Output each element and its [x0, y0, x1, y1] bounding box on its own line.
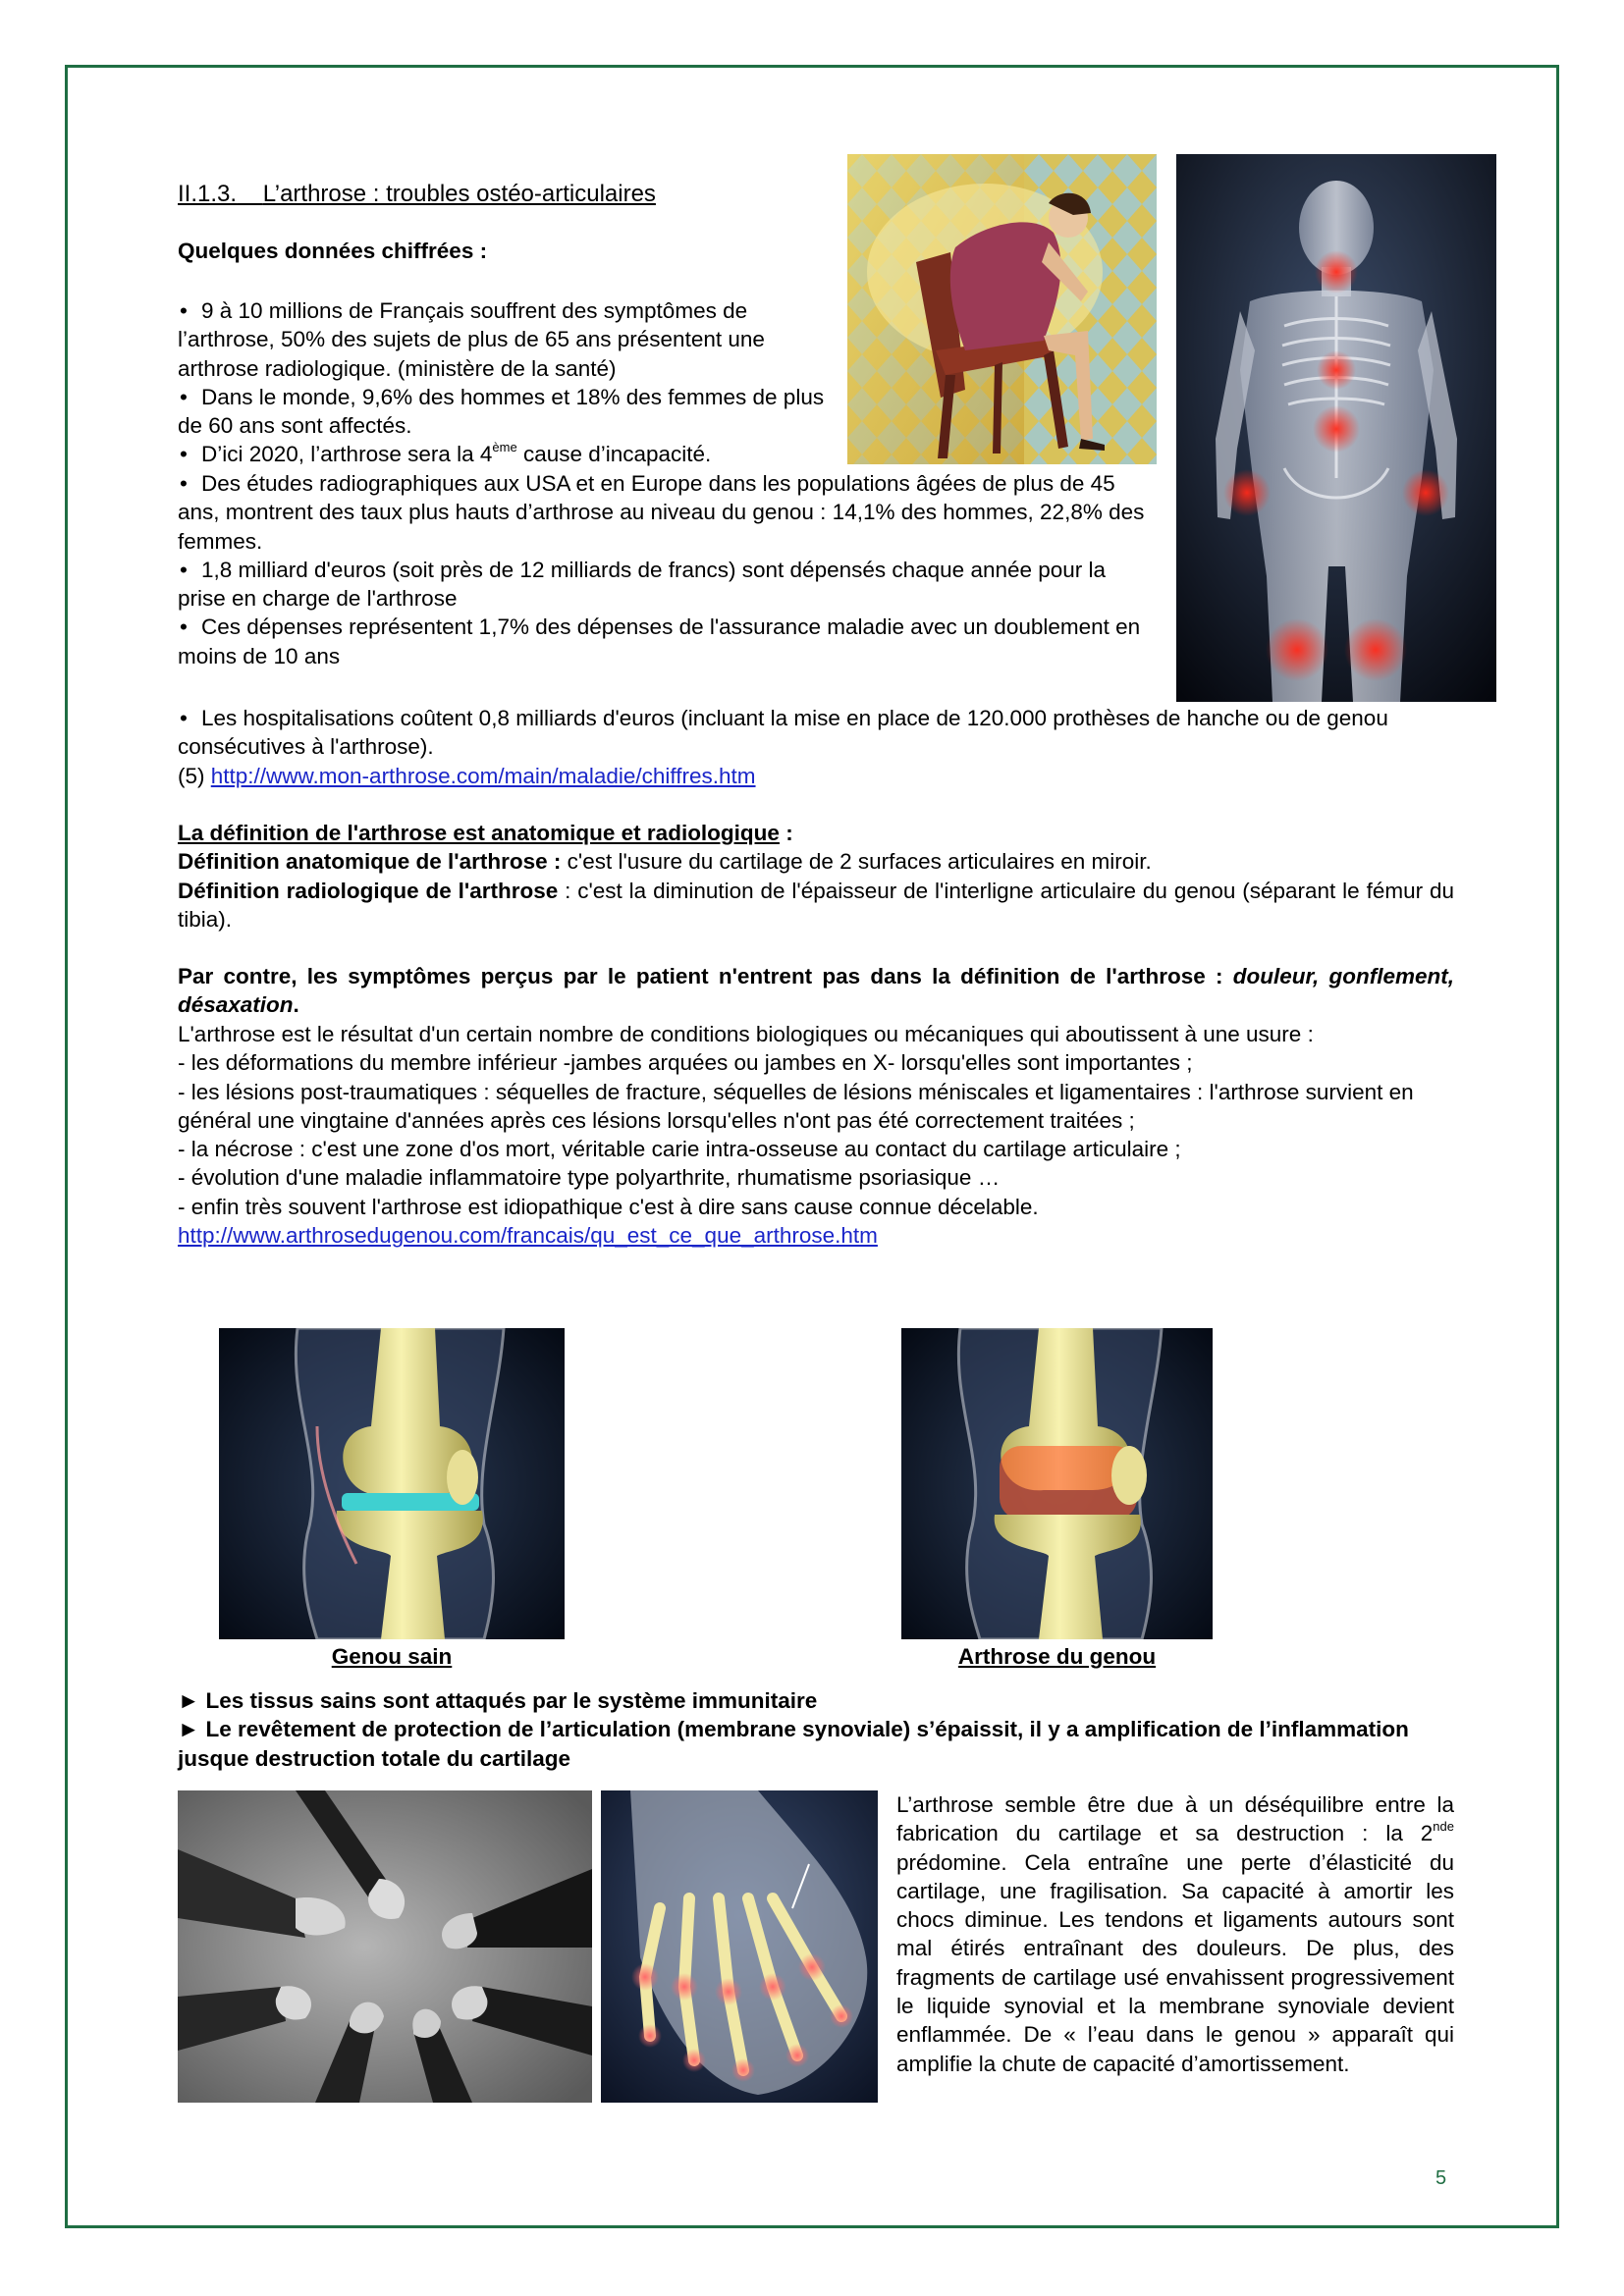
stat-bullet-6: • Ces dépenses représentent 1,7% des dépenses de l'assurance maladie avec un doublement en moins de 10 ans: [178, 613, 1155, 670]
symptoms-section: [178, 962, 1454, 1020]
arthrosis-knee-image: [901, 1328, 1213, 1639]
closing-paragraph: L’arthrose semble être due à un déséquilibre entre la fabrication du cartilage et sa destruction : la 2nde prédomine. Cela entraîne une perte d’élasticité du cartilage, une fragilisation. Sa capacité à amortir les chocs diminue. Les tendons et ligaments autours sont mal étirés entraînant des douleurs. De plus, des fragments de cartilage usé envahissent progressivement le liquide synovial et la membrane synoviale devient enflammée. De « l’eau dans le genou » apparaît qui amplifie la chute de capacité d’amortissement.: [896, 1792, 1454, 2076]
healthy-knee-caption: Genou sain: [331, 1644, 453, 1669]
painting-woman-chair-image: [847, 154, 1157, 464]
definition-heading: La définition de l'arthrose est anatomique et radiologique :: [178, 821, 793, 845]
causes-intro: L'arthrose est le résultat d'un certain nombre de conditions biologiques ou mécaniques qui aboutissent à une usure :: [178, 1022, 1314, 1046]
cause-item: - évolution d'une maladie inflammatoire type polyarthrite, rhumatisme psoriasique …: [178, 1165, 1001, 1191]
arrow-statement-2: ► Le revêtement de protection de l’articulation (membrane synoviale) s’épaissit, il y a amplification de l’inflammation jusque destruction totale du cartilage: [178, 1717, 1409, 1771]
definition-section: [178, 819, 1454, 934]
stats-list-narrow: [178, 296, 836, 469]
stat-bullet-1: • 9 à 10 millions de Français souffrent des symptômes de l’arthrose, 50% des sujets de plus de 65 ans présentent une arthrose radiologique. (ministère de la santé): [178, 296, 836, 383]
causes-list: [178, 1020, 1464, 1250]
stat-bullet-3: • D’ici 2020, l’arthrose sera la 4ème cause d’incapacité.: [178, 440, 836, 468]
hand-xray-illustration: [601, 1790, 878, 2103]
cause-item: - la nécrose : c'est une zone d'os mort, véritable carie intra-osseuse au contact du cartilage articulaire ;: [178, 1137, 1181, 1162]
arrow-statement-1: ► Les tissus sains sont attaqués par le système immunitaire: [178, 1688, 818, 1713]
definition-radiological: Définition radiologique de l'arthrose : c'est la diminution de l'épaisseur de l'interligne articulaire du genou (séparant le fémur du tibia).: [178, 878, 1454, 932]
source-link[interactable]: http://www.arthrosedugenou.com/francais/qu_est_ce_que_arthrose.htm: [178, 1223, 878, 1249]
stats-list-full: [178, 704, 1454, 790]
stats-reference: (5) http://www.mon-arthrose.com/main/maladie/chiffres.htm: [178, 763, 756, 788]
symptoms-statement: Par contre, les symptômes perçus par le patient n'entrent pas dans la définition de l'arthrose : douleur, gonflement, désaxation.: [178, 964, 1454, 1018]
stat-bullet-2: • Dans le monde, 9,6% des hommes et 18% des femmes de plus de 60 ans sont affectés.: [178, 383, 836, 441]
page-number: 5: [1435, 2167, 1447, 2189]
cause-item: - les lésions post-traumatiques : séquelles de fracture, séquelles de lésions méniscales et ligamentaires : l'arthrose survient en général une vingtaine d'années après ces lésions lorsqu'elles n'ont pas été correctement traitées ;: [178, 1079, 1414, 1133]
section-title: [178, 180, 656, 208]
definition-anatomical: Définition anatomique de l'arthrose : c'est l'usure du cartilage de 2 surfaces articulaires en miroir.: [178, 849, 1152, 875]
arrow-statements: [178, 1686, 1454, 1773]
stat-bullet-7: • Les hospitalisations coûtent 0,8 milliards d'euros (incluant la mise en place de 120.000 prothèses de hanche ou de genou consécutives à l'arthrose).: [178, 704, 1454, 762]
section-number: II.1.3.: [178, 181, 238, 207]
cause-item: - les déformations du membre inférieur -jambes arquées ou jambes en X- lorsqu'elles sont importantes ;: [178, 1050, 1193, 1076]
healthy-knee-image: [219, 1328, 565, 1639]
section-title-text: L’arthrose : troubles ostéo-articulaires: [262, 181, 656, 207]
skeleton-body-image: [1176, 154, 1496, 702]
cause-item: - enfin très souvent l'arthrose est idiopathique c'est à dire sans cause connue décelable.: [178, 1194, 1039, 1219]
stat-bullet-4: • Des études radiographiques aux USA et en Europe dans les populations âgées de plus de 45 ans, montrent des taux plus hauts d’arthrose au niveau du genou : 14,1% des hommes, 22,8% des femmes.: [178, 469, 1155, 556]
stat-bullet-5: • 1,8 milliard d'euros (soit près de 12 milliards de francs) sont dépensés chaque année pour la prise en charge de l'arthrose: [178, 556, 1155, 614]
stats-list-wide: [178, 469, 1155, 670]
stats-heading: Quelques données chiffrées :: [178, 239, 488, 263]
elderly-hands-photo: [178, 1790, 592, 2103]
reference-link[interactable]: http://www.mon-arthrose.com/main/maladie/chiffres.htm: [210, 763, 756, 788]
arthrosis-knee-caption: Arthrose du genou: [957, 1644, 1157, 1669]
